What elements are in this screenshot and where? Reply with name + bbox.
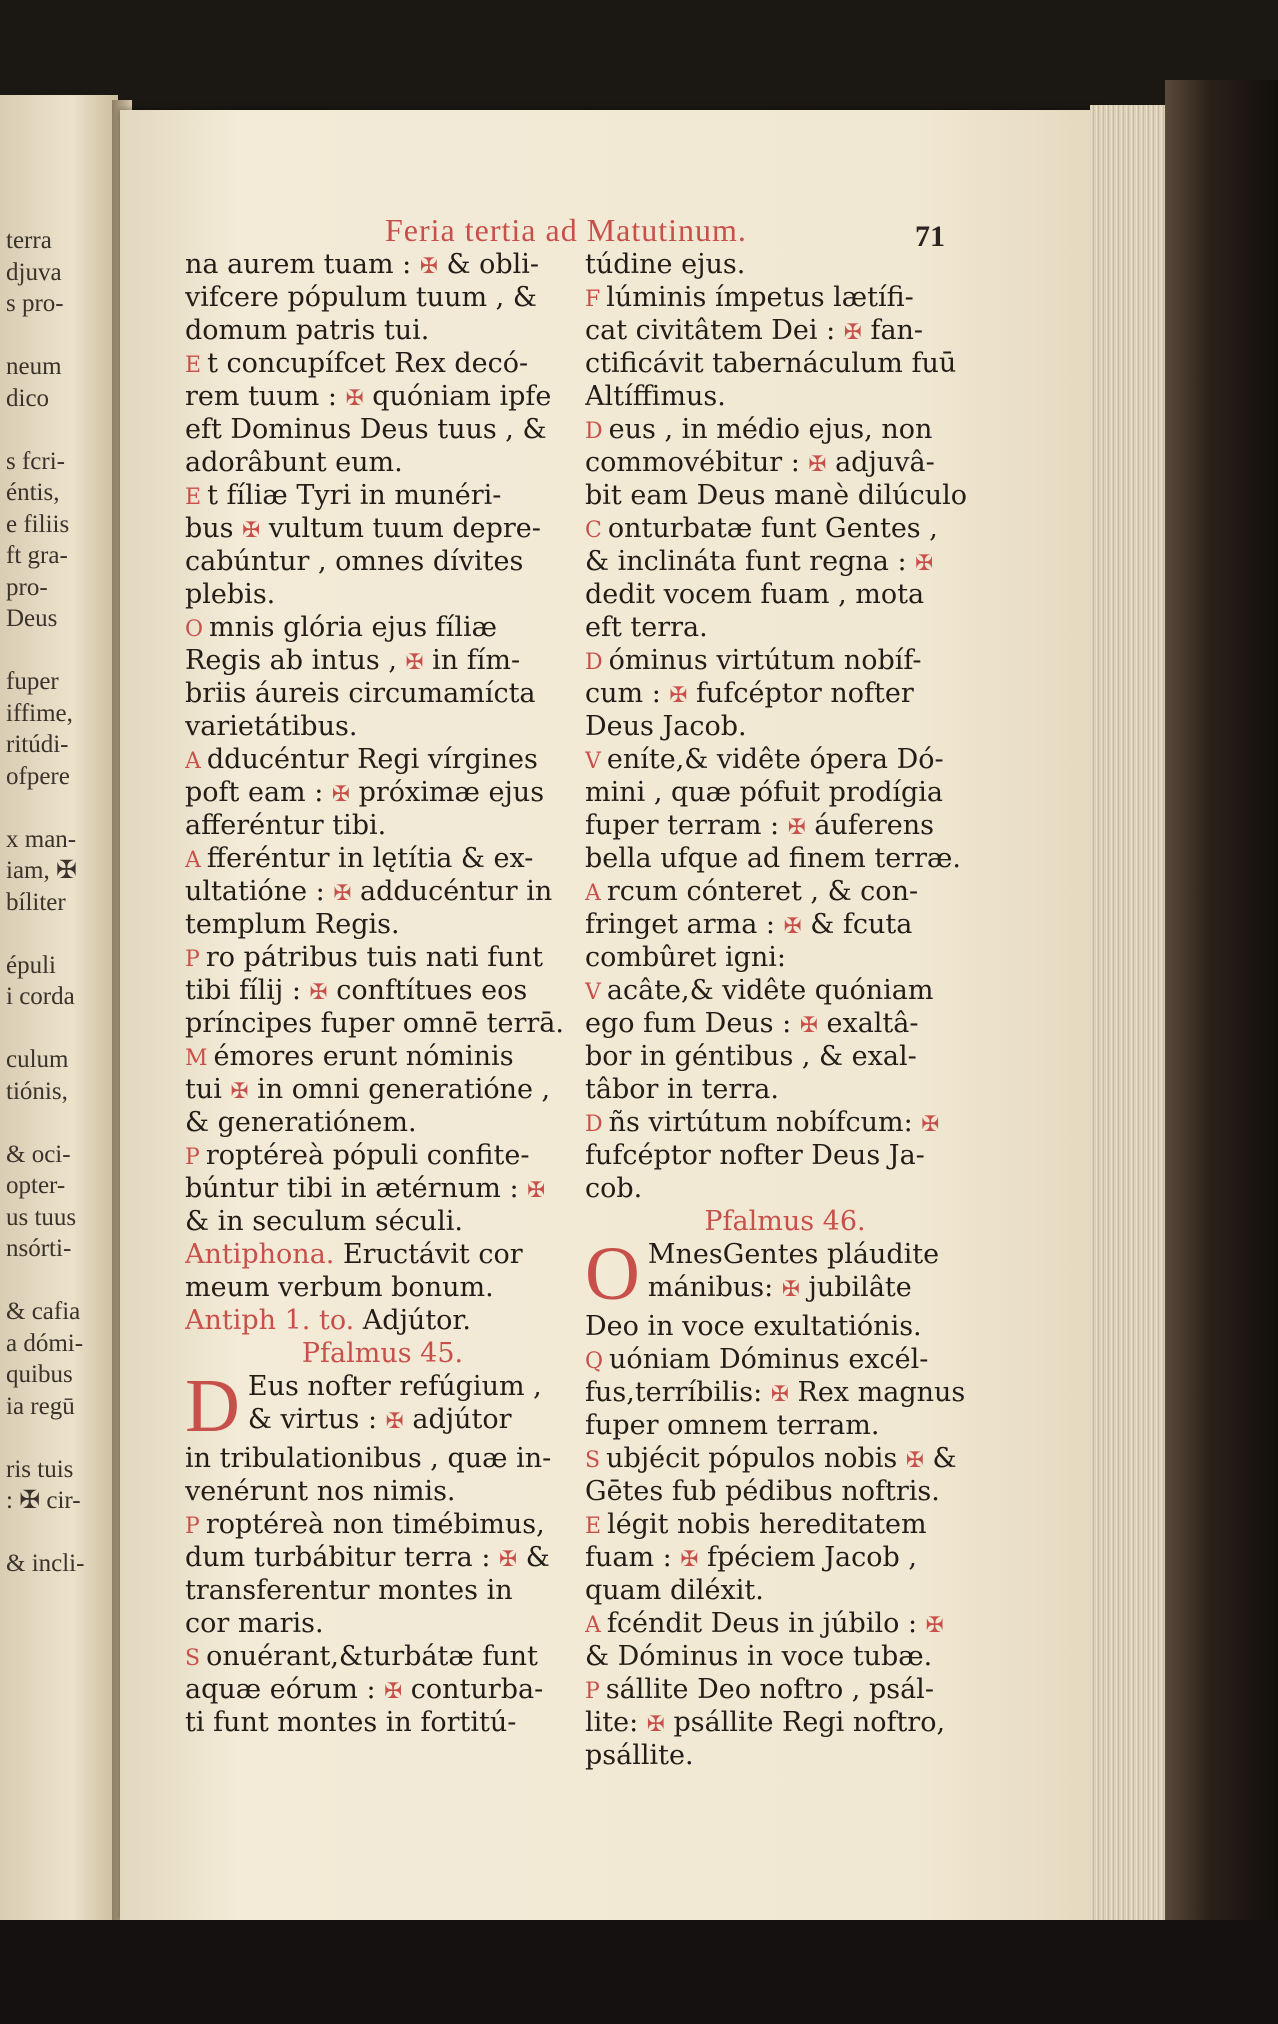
facing-page-fragment: Deus bbox=[6, 605, 58, 632]
facing-page-fragment: & oci- bbox=[6, 1140, 71, 1168]
text-line bbox=[585, 1508, 985, 1541]
text-line bbox=[185, 1106, 580, 1139]
text-line bbox=[185, 1508, 580, 1541]
facing-page-fragment: épuli bbox=[6, 951, 56, 979]
red-initial: P bbox=[185, 947, 200, 972]
line-text: cabúntur , omnes dívites bbox=[185, 546, 524, 577]
line-text: domum patris tui. bbox=[185, 315, 430, 346]
red-initial: P bbox=[185, 1514, 200, 1539]
text-line bbox=[185, 1673, 580, 1706]
text-line bbox=[185, 479, 580, 512]
red-initial: C bbox=[585, 518, 602, 543]
line-text: ctificávit tabernáculum fuū bbox=[585, 348, 957, 379]
text-line bbox=[585, 1040, 985, 1073]
line-text: Regis ab intus , ✠ in fím- bbox=[185, 645, 521, 676]
line-text: tâbor in terra. bbox=[585, 1074, 779, 1105]
text-line bbox=[585, 974, 985, 1007]
facing-page-fragment: dico bbox=[6, 384, 50, 412]
text-line bbox=[585, 1706, 985, 1739]
line-text: transferentur montes in bbox=[185, 1575, 513, 1606]
facing-page-fragment: tiónis, bbox=[6, 1077, 68, 1105]
red-initial: P bbox=[585, 1679, 600, 1704]
red-initial: A bbox=[185, 848, 201, 873]
line-text: fuper terram : ✠ áuferens bbox=[585, 810, 935, 841]
facing-page-fragment: a dómi- bbox=[6, 1329, 84, 1357]
line-text: Deo in voce exultatiónis. bbox=[585, 1311, 922, 1342]
line-text: lúminis ímpetus lætífi- bbox=[606, 282, 914, 313]
text-line bbox=[185, 1238, 580, 1271]
red-initial: D bbox=[585, 419, 603, 444]
line-text: eft terra. bbox=[585, 612, 708, 643]
line-text: onturbatæ funt Gentes , bbox=[607, 513, 938, 544]
line-text: eus , in médio ejus, non bbox=[608, 414, 933, 445]
line-text: aquæ eórum : ✠ conturba- bbox=[185, 1674, 544, 1705]
line-text: & generatiónem. bbox=[185, 1107, 417, 1138]
text-line bbox=[585, 941, 985, 974]
text-line bbox=[585, 545, 985, 578]
text-line bbox=[585, 809, 985, 842]
text-line: mánibus: ✠ jubilâte bbox=[647, 1272, 912, 1303]
red-initial: S bbox=[585, 1448, 601, 1473]
text-line bbox=[185, 1271, 580, 1304]
text-line: Eus nofter refúgium , bbox=[247, 1371, 542, 1402]
text-line bbox=[185, 1139, 580, 1172]
red-initial: E bbox=[185, 353, 202, 378]
facing-page-fragment: ia regū bbox=[6, 1392, 75, 1420]
line-text: templum Regis. bbox=[185, 909, 400, 940]
text-line bbox=[185, 413, 580, 446]
text-line bbox=[585, 1310, 985, 1343]
line-text: ultatióne : ✠ adducéntur in bbox=[185, 876, 553, 907]
line-text: fus,terríbilis: ✠ Rex magnus bbox=[585, 1377, 966, 1408]
text-line bbox=[185, 908, 580, 941]
text-line bbox=[185, 743, 580, 776]
line-text: bus ✠ vultum tuum depre- bbox=[185, 513, 541, 544]
line-text: eníte,& vidête ópera Dó- bbox=[606, 744, 944, 775]
red-initial: V bbox=[585, 749, 601, 774]
text-line bbox=[585, 347, 985, 380]
text-line bbox=[585, 908, 985, 941]
red-initial: S bbox=[185, 1646, 201, 1671]
facing-page-fragment: terra bbox=[6, 227, 52, 254]
facing-page-fragment: quibus bbox=[6, 1361, 73, 1388]
page-edges bbox=[1090, 105, 1170, 1930]
line-text: fuam : ✠ fpéciem Jacob , bbox=[585, 1542, 917, 1573]
line-text: vifcere pópulum tuum , & bbox=[185, 282, 537, 313]
line-text: & in seculum séculi. bbox=[185, 1206, 463, 1237]
line-text: uóniam Dóminus excél- bbox=[609, 1344, 929, 1375]
red-initial: O bbox=[185, 617, 204, 642]
rubric-label: Antiph 1. to. bbox=[185, 1305, 363, 1336]
red-initial: A bbox=[585, 1613, 601, 1638]
text-line bbox=[185, 1172, 580, 1205]
line-text: fufcéptor nofter Deus Ja- bbox=[585, 1140, 925, 1171]
line-text: fringet arma : ✠ & fcuta bbox=[585, 909, 913, 940]
red-initial: A bbox=[585, 881, 601, 906]
drop-cap-block bbox=[585, 1238, 985, 1310]
text-line bbox=[185, 1541, 580, 1574]
facing-page-fragment: fuper bbox=[6, 668, 59, 695]
line-text: roptéreà non timébimus, bbox=[205, 1509, 545, 1540]
line-text: lite: ✠ psállite Regi noftro, bbox=[585, 1707, 946, 1738]
text-line bbox=[585, 1376, 985, 1409]
red-initial: D bbox=[585, 650, 603, 675]
line-text: óminus virtútum nobíf- bbox=[608, 645, 922, 676]
red-initial: D bbox=[585, 1112, 603, 1137]
line-text: t fíliæ Tyri in munéri- bbox=[207, 480, 502, 511]
red-initial: F bbox=[585, 287, 601, 312]
text-line: & virtus : ✠ adjútor bbox=[247, 1404, 512, 1435]
line-text: onuérant,&turbátæ funt bbox=[206, 1641, 538, 1672]
line-text: cat civitâtem Dei : ✠ fan- bbox=[585, 315, 924, 346]
facing-page-fragment: & cafia bbox=[6, 1298, 81, 1325]
text-line bbox=[185, 1304, 580, 1337]
line-text: meum verbum bonum. bbox=[185, 1272, 494, 1303]
text-line bbox=[185, 644, 580, 677]
red-initial: V bbox=[585, 980, 601, 1005]
text-line bbox=[585, 1640, 985, 1673]
line-text: quam diléxit. bbox=[585, 1575, 764, 1606]
line-text: in tribulationibus , quæ in- bbox=[185, 1443, 552, 1474]
line-text: Eructávit cor bbox=[342, 1239, 523, 1270]
text-line bbox=[185, 1607, 580, 1640]
psalm-heading: Pfalmus 45. bbox=[301, 1338, 464, 1369]
line-text: Altíffimus. bbox=[585, 381, 726, 412]
text-line bbox=[185, 776, 580, 809]
facing-page-fragment: e filiis bbox=[6, 510, 70, 538]
facing-page-fragment: : ✠ cir- bbox=[6, 1487, 81, 1514]
line-text: Deus Jacob. bbox=[585, 711, 747, 742]
text-line bbox=[185, 545, 580, 578]
text-line bbox=[185, 1205, 580, 1238]
text-line bbox=[185, 380, 580, 413]
rubric-label: Antiphona. bbox=[185, 1239, 343, 1270]
line-text: tibi fílij : ✠ conftítues eos bbox=[185, 975, 528, 1006]
line-text: varietátibus. bbox=[185, 711, 358, 742]
red-initial: Q bbox=[585, 1349, 604, 1374]
line-text: ego fum Deus : ✠ exaltâ- bbox=[585, 1008, 919, 1039]
line-text: ubjécit pópulos nobis ✠ & bbox=[606, 1443, 957, 1474]
line-text: Adjútor. bbox=[362, 1305, 471, 1336]
text-line bbox=[185, 809, 580, 842]
text-line bbox=[585, 446, 985, 479]
line-text: bor in géntibus , & exal- bbox=[585, 1041, 917, 1072]
line-text: cob. bbox=[585, 1173, 643, 1204]
red-initial: P bbox=[185, 1145, 200, 1170]
facing-page-fragment: iam, ✠ bbox=[6, 857, 77, 884]
line-text: commovébitur : ✠ adjuvâ- bbox=[585, 447, 935, 478]
text-line bbox=[585, 380, 985, 413]
text-column-left bbox=[185, 248, 580, 1739]
line-text: rem tuum : ✠ quóniam ipfe bbox=[185, 381, 552, 412]
text-line bbox=[585, 1409, 985, 1442]
text-line bbox=[185, 941, 580, 974]
line-text: venérunt nos nimis. bbox=[185, 1476, 456, 1507]
text-line bbox=[585, 1574, 985, 1607]
line-text: roptéreà pópuli confite- bbox=[205, 1140, 530, 1171]
text-line: MnesGentes pláudite bbox=[647, 1239, 940, 1270]
line-text: dum turbábitur terra : ✠ & bbox=[185, 1542, 550, 1573]
drop-cap-block bbox=[185, 1370, 580, 1442]
line-text: eft Dominus Deus tuus , & bbox=[185, 414, 547, 445]
drop-cap: D bbox=[185, 1370, 240, 1442]
line-text: fuper omnem terram. bbox=[585, 1410, 880, 1441]
text-line bbox=[185, 974, 580, 1007]
line-text: bella ufque ad finem terræ. bbox=[585, 843, 961, 874]
line-text: rcum cónteret , & con- bbox=[606, 876, 919, 907]
text-line bbox=[185, 677, 580, 710]
facing-page-fragment: ft gra- bbox=[6, 542, 68, 569]
text-line bbox=[585, 314, 985, 347]
line-text: búntur tibi in ætérnum : ✠ bbox=[185, 1173, 546, 1204]
text-line bbox=[185, 1073, 580, 1106]
facing-page-fragment: ris tuis bbox=[6, 1455, 74, 1483]
text-line bbox=[185, 1574, 580, 1607]
line-text: adorâbunt eum. bbox=[185, 447, 403, 478]
page-number: 71 bbox=[915, 220, 945, 253]
text-line bbox=[185, 1706, 580, 1739]
red-initial: M bbox=[185, 1046, 208, 1071]
facing-page-fragment: éntis, bbox=[6, 479, 60, 506]
text-line bbox=[585, 842, 985, 875]
line-text: Gētes fub pédibus noftris. bbox=[585, 1476, 940, 1507]
facing-page-fragment: neum bbox=[6, 353, 62, 380]
text-line bbox=[585, 1541, 985, 1574]
line-text: mnis glória ejus fíliæ bbox=[209, 612, 497, 643]
text-line bbox=[185, 1007, 580, 1040]
text-line bbox=[585, 1139, 985, 1172]
text-line bbox=[185, 611, 580, 644]
line-text: émores erunt nóminis bbox=[213, 1041, 514, 1072]
text-line bbox=[185, 248, 580, 281]
text-line bbox=[185, 446, 580, 479]
line-text: príncipes fuper omnē terrā. bbox=[185, 1008, 564, 1039]
facing-page-fragment: djuva bbox=[6, 258, 62, 286]
facing-page-fragment: s pro- bbox=[6, 290, 64, 317]
book-cover-bottom bbox=[0, 1920, 1278, 2024]
facing-page-fragment: opter- bbox=[6, 1172, 66, 1199]
text-line bbox=[585, 1343, 985, 1376]
line-text: cum : ✠ fufcéptor nofter bbox=[585, 678, 914, 709]
facing-page-fragment: pro- bbox=[6, 573, 48, 601]
text-line bbox=[585, 1007, 985, 1040]
text-line bbox=[585, 413, 985, 446]
text-line bbox=[585, 875, 985, 908]
line-text: bit eam Deus manè dilúculo bbox=[585, 480, 968, 511]
facing-page-fragment: us tuus bbox=[6, 1203, 77, 1231]
text-line bbox=[185, 314, 580, 347]
line-text: mini , quæ pófuit prodígia bbox=[585, 777, 944, 808]
text-line bbox=[585, 776, 985, 809]
line-text: tui ✠ in omni generatióne , bbox=[185, 1074, 551, 1105]
line-text: túdine ejus. bbox=[585, 249, 746, 280]
line-text: acâte,& vidête quóniam bbox=[606, 975, 934, 1006]
text-line bbox=[185, 842, 580, 875]
line-text: t concupífcet Rex decó- bbox=[207, 348, 529, 379]
text-line bbox=[185, 347, 580, 380]
text-line bbox=[185, 875, 580, 908]
line-text: & Dóminus in voce tubæ. bbox=[585, 1641, 933, 1672]
text-line bbox=[585, 1073, 985, 1106]
red-initial: E bbox=[185, 485, 202, 510]
text-line bbox=[185, 710, 580, 743]
line-text: poft eam : ✠ próximæ ejus bbox=[185, 777, 545, 808]
drop-cap: O bbox=[585, 1238, 640, 1310]
facing-page-fragment: culum bbox=[6, 1046, 69, 1073]
text-line bbox=[585, 677, 985, 710]
facing-page-fragment: s fcri- bbox=[6, 447, 65, 475]
facing-page-fragment: bíliter bbox=[6, 888, 66, 916]
line-text: ro pátribus tuis nati funt bbox=[205, 942, 543, 973]
line-text: na aurem tuam : ✠ & obli- bbox=[185, 249, 540, 280]
running-title: Feria tertia ad Matutinum. bbox=[385, 212, 747, 248]
facing-page-fragment: x man- bbox=[6, 825, 77, 853]
line-text: dedit vocem fuam , mota bbox=[585, 579, 925, 610]
text-line bbox=[185, 512, 580, 545]
line-text: légit nobis hereditatem bbox=[607, 1509, 927, 1540]
text-line bbox=[585, 1475, 985, 1508]
facing-page-fragment: iffime, bbox=[6, 699, 73, 727]
text-line bbox=[185, 578, 580, 611]
text-line bbox=[585, 1442, 985, 1475]
line-text: & inclináta funt regna : ✠ bbox=[585, 546, 934, 577]
text-line bbox=[585, 611, 985, 644]
facing-page-fragment: & incli- bbox=[6, 1550, 85, 1577]
text-line bbox=[185, 1040, 580, 1073]
line-text: dducéntur Regi vírgines bbox=[206, 744, 538, 775]
text-line bbox=[585, 644, 985, 677]
text-line bbox=[185, 1640, 580, 1673]
text-line bbox=[585, 710, 985, 743]
line-text: fcéndit Deus in júbilo : ✠ bbox=[606, 1608, 944, 1639]
facing-page-fragment: i corda bbox=[6, 983, 75, 1010]
line-text: plebis. bbox=[185, 579, 276, 610]
text-line bbox=[185, 281, 580, 314]
text-line bbox=[585, 512, 985, 545]
red-initial: A bbox=[185, 749, 201, 774]
line-text: fferéntur in lętítia & ex- bbox=[206, 843, 534, 874]
red-initial: E bbox=[585, 1514, 602, 1539]
text-line bbox=[585, 479, 985, 512]
line-text: afferéntur tibi. bbox=[185, 810, 387, 841]
text-line bbox=[585, 281, 985, 314]
line-text: cor maris. bbox=[185, 1608, 324, 1639]
line-text: ti funt montes in fortitú- bbox=[185, 1707, 517, 1738]
text-line bbox=[585, 578, 985, 611]
text-line bbox=[185, 1475, 580, 1508]
facing-page-left bbox=[0, 95, 118, 1925]
text-line bbox=[585, 1172, 985, 1205]
line-text: briis áureis circumamícta bbox=[185, 678, 536, 709]
text-column-right bbox=[585, 248, 985, 1772]
line-text: psállite. bbox=[585, 1740, 694, 1771]
facing-page-fragment: nsórti- bbox=[6, 1235, 72, 1262]
text-line bbox=[585, 1106, 985, 1139]
facing-page-fragment: ritúdi- bbox=[6, 731, 69, 758]
text-line bbox=[585, 1739, 985, 1772]
facing-page-fragment: ofpere bbox=[6, 762, 70, 790]
line-text: ñs virtútum nobífcum: ✠ bbox=[608, 1107, 940, 1138]
line-text: sállite Deo noftro , psál- bbox=[605, 1674, 934, 1705]
text-line bbox=[185, 1442, 580, 1475]
line-text: combûret igni: bbox=[585, 942, 787, 973]
book-cover-edge bbox=[1165, 80, 1278, 1960]
text-line bbox=[585, 743, 985, 776]
text-line bbox=[585, 248, 985, 281]
text-line bbox=[585, 1607, 985, 1640]
text-line bbox=[585, 1673, 985, 1706]
psalm-heading: Pfalmus 46. bbox=[704, 1206, 866, 1237]
